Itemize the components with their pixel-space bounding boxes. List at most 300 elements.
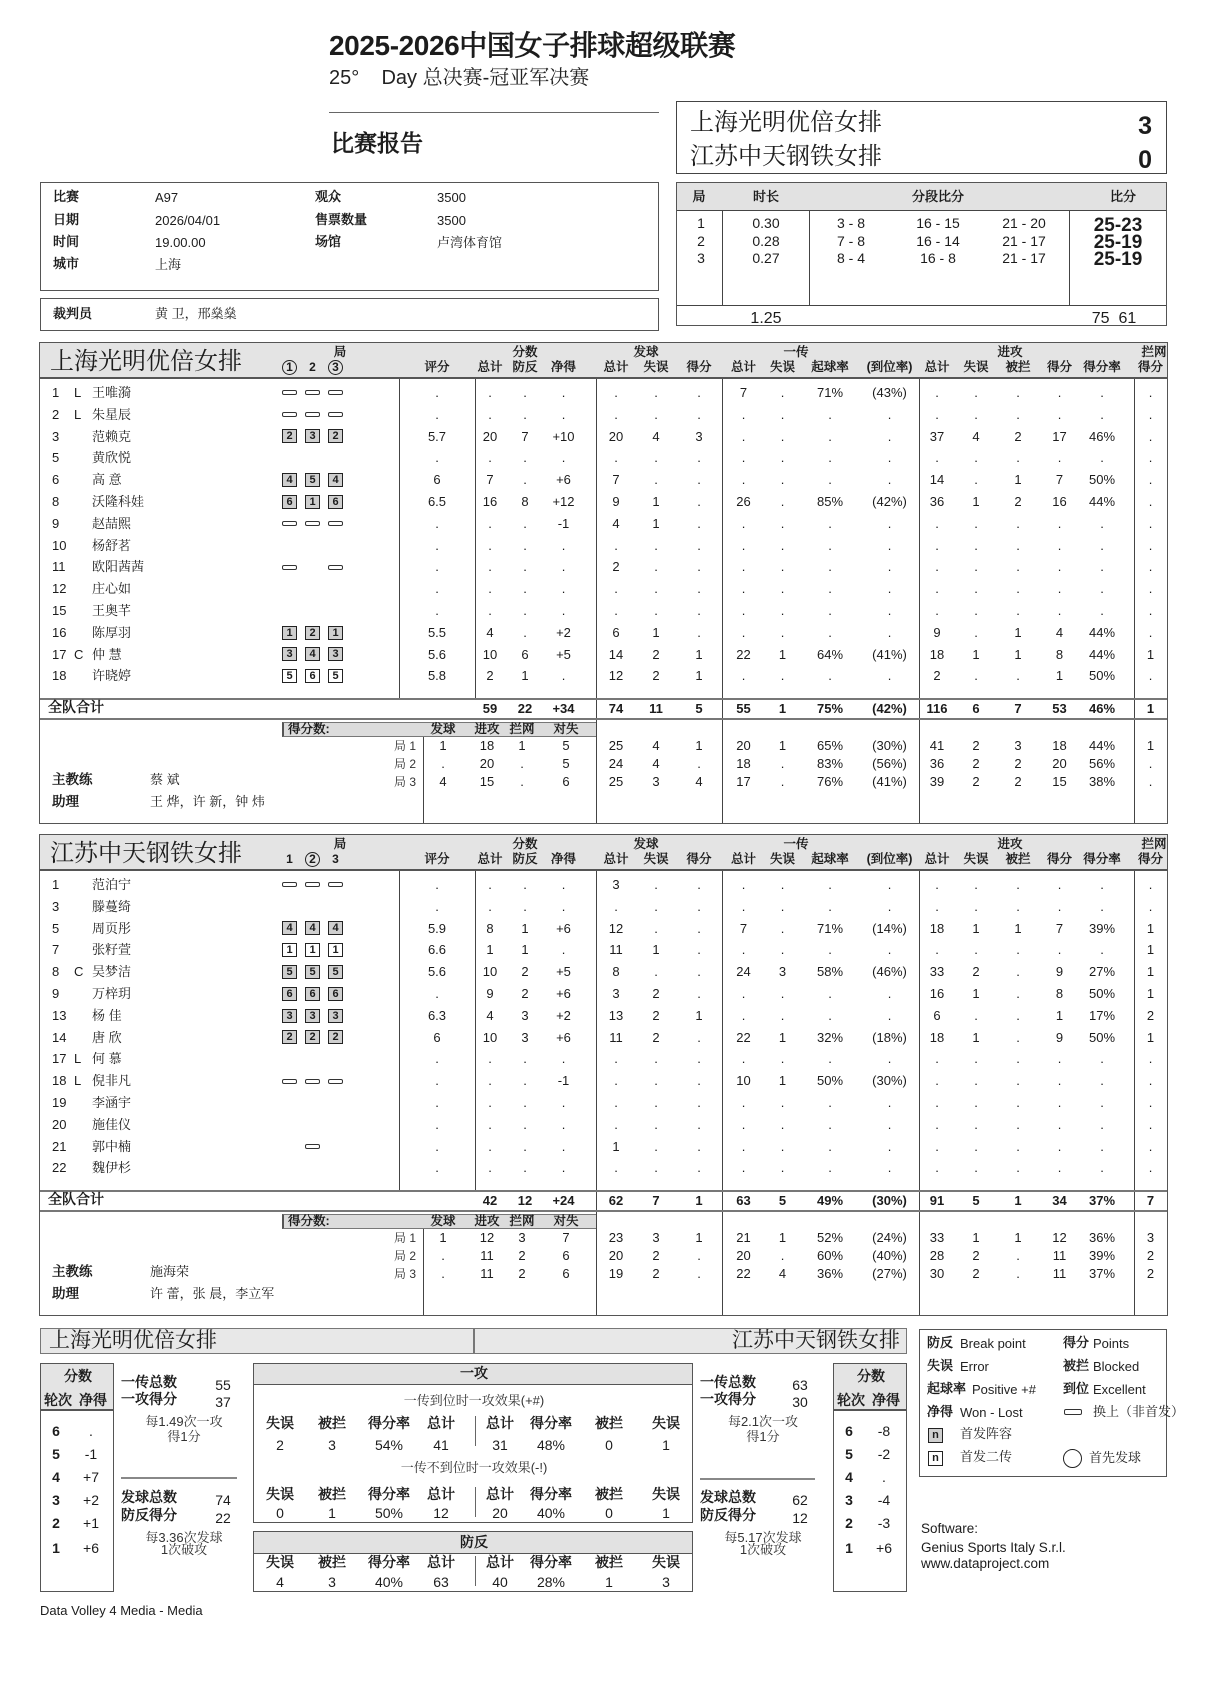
stat-reception-positive: . [828,515,832,531]
stat-serve-points: 1 [695,646,703,662]
away-reception-total-label: 一传总数 [700,1374,756,1390]
break-point-box [253,1531,693,1592]
points-breakdown-label: 得分数: [282,722,420,737]
stat-attack-total: 2 [933,668,941,684]
player-row [40,622,1167,644]
rotation-number: 4 [52,1469,60,1485]
total-serve-error: 11 [649,701,663,716]
stat-serve-points: . [697,493,701,509]
away-break-points: 12 [792,1510,808,1526]
set-stat-attack-points: 20 [1052,756,1067,771]
software-website: www.dataproject.com [921,1556,1050,1571]
lineup-positions [278,447,399,469]
stat-reception-excellent: (18%) [872,1029,907,1045]
stat-attack-percent: . [1100,581,1104,597]
lineup-positions [278,939,399,961]
stat-reception-excellent: . [887,602,892,618]
total-points-break: 12 [517,1193,533,1208]
player-name: 周页彤 [92,920,132,936]
player-number: 9 [52,515,60,531]
lineup-positions [278,983,399,1005]
column-divider [423,737,424,823]
stat-serve-points: . [697,515,701,531]
header-spacer [40,358,72,377]
lineup-empty [305,1057,320,1062]
stat-attack-total: 9 [933,624,941,640]
stat-serve-total: . [614,1160,618,1176]
player-row [40,469,1167,491]
player-rows [40,379,1167,698]
stat-reception-positive: . [828,581,832,597]
player-number: 18 [52,668,67,684]
stat-rating: 5.6 [427,964,447,980]
stat-block-points: 1 [1146,985,1155,1001]
break-point-column-header: 失误 [266,1554,294,1570]
player-number: 17 [52,646,67,662]
set-score: 25-19 [1093,232,1143,253]
stat-attack-blocked: . [1016,1029,1020,1045]
column-divider [596,720,597,823]
total-points: 75 61 [1091,310,1137,326]
stat-rating: . [435,898,439,914]
lineup-positions [278,578,399,600]
sideout-column-header: 得分率 [530,1415,572,1431]
stat-attack-total: . [935,581,939,597]
set-markers [278,358,399,377]
stat-attack-error: . [974,668,978,684]
stat-serve-total: 13 [608,1007,624,1023]
stat-attack-blocked: . [1016,1116,1020,1132]
set-stat-reception-excellent: (24%) [872,1230,907,1245]
stat-serve-total: 4 [612,515,620,531]
stat-reception-error: . [780,1138,785,1154]
set-points-serve: . [441,1248,445,1263]
header-spacer [88,358,278,377]
set-points-opponent-error: 6 [562,1248,570,1263]
set-stat-attack-blocked: 2 [1014,756,1022,771]
column-header-attack-total: 总计 [924,852,950,866]
stat-attack-total: . [935,406,939,422]
column-divider [919,1212,920,1315]
starting-position-box: 1 [305,943,320,957]
player-role [72,469,88,491]
stat-reception-excellent: . [887,1116,892,1132]
lineup-positions [278,644,399,666]
set-stat-serve-total: 19 [608,1266,624,1281]
player-number: 2 [52,406,60,422]
player-role [72,1157,88,1179]
stat-attack-blocked: . [1016,537,1020,553]
column-divider [722,1192,723,1210]
stat-reception-excellent: . [887,515,892,531]
stat-serve-points: . [697,450,701,466]
stat-attack-points: . [1057,385,1062,400]
set-stat-block-points: . [1148,774,1153,789]
rotation-header-title: 分数 [857,1368,885,1384]
player-number: 18 [52,1073,67,1089]
stat-attack-percent: . [1100,1116,1104,1132]
rotation-number: 3 [845,1492,853,1508]
rotation-number: 5 [845,1446,853,1462]
set-stat-block-points: 2 [1146,1266,1155,1281]
sideout-column-header: 失误 [652,1486,680,1502]
stat-attack-total: 14 [929,472,945,488]
stat-reception-excellent: . [887,428,892,444]
legend-text: 首发阵容 [960,1426,1013,1441]
home-serve-total-label: 发球总数 [121,1489,177,1505]
header-spacer [72,358,88,377]
sideout-column-header: 被拦 [318,1415,346,1431]
stat-attack-points: . [1057,1138,1062,1154]
partial-score: 16 - 8 [920,250,956,266]
starting-position-box: 5 [282,669,297,683]
player-name: 陈厚羽 [92,624,132,640]
player-row [40,447,1167,469]
set-breakdown-row [40,773,1167,791]
stat-serve-total: . [614,1051,618,1067]
head-coach-name: 施海荣 [150,1264,190,1279]
negative-reception-value: 50% [374,1505,404,1521]
stat-attack-percent: . [1100,450,1104,466]
stat-reception-positive: . [828,985,832,1001]
substitution-marker-icon [282,882,297,887]
stat-rating: . [435,1138,439,1154]
home-sets-won: 3 [1138,112,1152,140]
points-breakdown-column: 对失 [536,1214,596,1229]
stat-attack-points: 8 [1055,646,1064,662]
starting-position-box: 5 [328,965,343,979]
stat-points-net: . [561,1138,566,1154]
column-group-serve: 发球 [633,345,659,359]
break-point-column-header: 被拦 [595,1554,623,1570]
stat-attack-total: 6 [933,1007,941,1023]
set-points-attack: 18 [479,738,495,753]
set-points-block: 1 [518,738,526,753]
set-label: 局 1 [393,1231,416,1245]
player-number: 8 [52,493,60,509]
total-attack-error: 5 [972,1193,980,1208]
stat-reception-excellent: . [887,942,892,958]
stat-attack-error: . [974,602,978,618]
stat-attack-blocked: . [1016,385,1020,400]
band-spacer [40,722,282,737]
column-header-serve-error: 失误 [643,360,669,374]
player-name: 范赖克 [92,428,132,444]
column-divider [919,379,920,698]
set-stat-reception-total: 21 [736,1230,751,1245]
stat-attack-points: . [1057,877,1062,892]
column-header-reception-positive: 起球率 [811,852,849,866]
stat-attack-total: . [935,1051,939,1067]
stat-attack-blocked: . [1016,406,1020,422]
stat-serve-points: . [697,1138,701,1154]
stat-reception-excellent: (46%) [872,964,907,980]
column-header-points-total: 总计 [477,360,503,374]
break-point-value: 3 [662,1574,670,1590]
player-number: 8 [52,964,60,980]
set-column-label: 局 [333,345,347,359]
set-stat-reception-error: 4 [778,1266,787,1281]
stat-reception-error: . [780,1160,785,1176]
total-block-points: 1 [1146,701,1155,716]
player-row [40,513,1167,535]
stat-attack-points: . [1057,450,1062,466]
lineup-empty [305,587,320,592]
set-stat-reception-total: 18 [736,756,751,771]
set-stat-block-points: 3 [1146,1230,1155,1245]
column-divider [1069,211,1070,305]
starting-position-box: 4 [305,647,320,661]
rotation-net: +6 [83,1540,99,1556]
stat-reception-total: 22 [736,1029,751,1045]
stat-rating: 6.6 [427,942,447,958]
rotation-net: . [89,1423,93,1439]
stat-points-break: . [523,472,527,488]
player-role [72,1005,88,1027]
points-breakdown-header [40,722,1167,737]
net-column-label: 净得 [872,1392,900,1408]
stat-points-break: 6 [521,646,529,662]
points-breakdown-label: 得分数: [282,1214,420,1229]
stat-attack-blocked: 2 [1014,493,1022,509]
stat-serve-error: . [654,537,658,553]
setter-box-icon: n [928,1451,943,1466]
lineup-positions [278,1136,399,1158]
total-reception-excellent: (42%) [872,701,907,716]
stat-attack-blocked: . [1016,1007,1020,1023]
title-divider [329,112,659,113]
column-header-rating: 评分 [424,360,450,374]
lineup-empty [282,1100,297,1105]
player-number: 5 [52,450,60,466]
column-header-attack-blocked: 被拦 [1005,360,1031,374]
stat-reception-excellent: . [887,1138,892,1154]
stat-points-total: . [488,581,492,597]
set-stat-reception-positive: 65% [816,738,844,753]
head-coach-label: 主教练 [52,772,93,787]
player-number: 5 [52,920,60,936]
stat-serve-error: . [654,920,658,936]
total-rating [399,1192,475,1210]
total-reception-positive: 75% [816,701,844,716]
stat-block-points: . [1148,1094,1153,1110]
stat-serve-points: . [697,1116,701,1132]
stat-block-points: . [1148,898,1153,914]
player-row [40,1157,1167,1179]
stat-rating: 5.5 [427,624,447,640]
positive-reception-value: 41 [433,1437,449,1453]
player-row [40,874,1167,896]
set-points-attack: 11 [480,1266,494,1281]
stat-reception-positive: 58% [816,964,844,980]
column-header-reception-error: 失误 [769,360,795,374]
player-number: 3 [52,428,60,444]
stat-serve-total: 3 [612,877,620,892]
home-break-points-label: 防反得分 [121,1507,177,1523]
lineup-positions [278,918,399,940]
stat-serve-points: . [697,942,701,958]
player-row [40,1048,1167,1070]
stat-block-points: . [1148,1138,1153,1154]
rotation-number: 1 [845,1540,853,1556]
set-stat-attack-percent: 44% [1088,738,1116,753]
set-points-attack: 12 [479,1230,495,1245]
stat-reception-positive: 64% [816,646,844,662]
set-stat-reception-positive: 36% [816,1266,844,1281]
stat-attack-total: 33 [929,964,945,980]
stat-points-total: . [488,602,492,618]
total-reception-error: 5 [778,1193,787,1208]
column-header-attack-percent: 得分率 [1083,360,1121,374]
set-points-block: 2 [518,1248,526,1263]
stat-reception-positive: . [828,1094,832,1110]
rotation-net: +1 [83,1515,99,1531]
away-break-ratio-line2: 1次破攻 [739,1542,787,1557]
stat-attack-total: 18 [929,646,945,662]
set-stat-reception-error: . [780,774,785,789]
stat-points-net: +2 [556,1007,571,1023]
head-coach-name: 蔡 斌 [150,772,180,787]
stat-serve-error: . [654,581,658,597]
stat-reception-error: . [780,1116,785,1132]
substitution-marker-icon [282,412,297,417]
column-header-attack-points: 得分 [1046,852,1072,866]
lineup-positions [278,896,399,918]
set-stat-reception-excellent: (41%) [872,774,907,789]
stat-serve-error: . [654,450,658,466]
home-sideout-points: 37 [215,1394,231,1410]
negative-reception-value: 20 [492,1505,508,1521]
set-stat-block-points: 2 [1146,1248,1155,1263]
rotation-number: 2 [845,1515,853,1531]
column-header-serve-points: 得分 [686,360,712,374]
venue-value: 卢湾体育馆 [437,235,503,250]
total-points-total: 59 [482,701,498,716]
stat-serve-error: . [654,385,658,400]
set-points-block: 2 [518,1266,526,1281]
column-divider [919,700,920,718]
stat-points-net: +12 [552,493,575,509]
stat-points-net: . [561,1160,566,1176]
negative-reception-value: 12 [433,1505,449,1521]
column-divider [475,379,476,698]
stat-points-total: 10 [482,1029,498,1045]
stat-serve-total: . [614,602,618,618]
stat-attack-total: . [935,385,939,400]
stat-block-points: . [1148,493,1153,509]
player-name: 施佳仪 [92,1116,132,1132]
column-divider [722,211,723,305]
first-serve-set-marker: 3 [328,360,343,375]
set-column-header: 局 [692,189,706,204]
rotation-net: -1 [84,1446,98,1462]
stat-block-points: . [1148,537,1153,553]
stat-points-net: . [561,668,566,684]
rotation-net: -8 [877,1423,891,1439]
sideout-column-header: 得分率 [368,1486,410,1502]
stat-attack-points: 4 [1055,624,1064,640]
stat-points-break: 1 [521,920,529,936]
stat-reception-total: . [741,877,746,892]
stat-attack-total: 37 [929,428,945,444]
player-name: 赵喆熙 [92,515,132,531]
stat-reception-excellent: . [887,1160,892,1176]
stat-attack-error: . [974,1073,978,1089]
away-rotation-box [833,1363,907,1592]
player-role: C [74,646,84,662]
points-breakdown-column: 进攻 [466,722,508,737]
stat-serve-error: 2 [652,668,660,684]
stat-rating: . [435,581,439,597]
total-reception-error: 1 [778,701,787,716]
stat-reception-positive: . [828,537,832,553]
stat-attack-points: 7 [1055,920,1064,936]
substitution-marker-icon [328,882,343,887]
home-summary-team-name: 上海光明优倍女排 [49,1329,217,1352]
stat-points-total: . [488,1116,492,1132]
stat-points-break: 2 [521,964,529,980]
stat-reception-error: . [780,602,785,618]
set-stat-attack-percent: 39% [1088,1248,1116,1263]
assistant-coach-names: 许 蕾，张 晨，李立军 [150,1286,275,1301]
stat-attack-blocked: . [1016,1138,1020,1154]
player-role: L [74,406,82,422]
stat-reception-positive: 50% [816,1073,844,1089]
stat-reception-positive: . [828,1051,832,1067]
stat-block-points: . [1148,581,1153,597]
player-role [72,983,88,1005]
set-stat-attack-blocked: . [1016,1266,1020,1281]
substitution-marker-icon [305,521,320,526]
break-point-box-title: 防反 [460,1534,488,1550]
player-number: 7 [52,942,60,958]
positive-reception-value: 54% [374,1437,404,1453]
stat-reception-excellent: (41%) [872,646,907,662]
stat-points-break: . [523,1116,527,1132]
stat-attack-percent: 44% [1088,493,1116,509]
away-summary-name-bar [474,1328,907,1354]
lineup-empty [305,1166,320,1171]
set-stat-serve-points: 1 [695,738,703,753]
stat-attack-error: . [974,515,978,531]
stat-attack-total: 16 [929,985,945,1001]
stat-reception-excellent: . [887,624,892,640]
stat-points-break: . [523,581,527,597]
stat-reception-error: . [780,428,785,444]
player-name: 杨 佳 [92,1007,122,1023]
home-break-points: 22 [215,1510,231,1526]
set-points-opponent-error: 5 [562,756,570,771]
column-header-attack-blocked: 被拦 [1005,852,1031,866]
stat-attack-error: . [974,385,978,400]
team-total-label: 全队合计 [48,699,104,715]
sideout-column-header: 失误 [266,1486,294,1502]
column-header-reception-excellent: (到位率) [866,852,913,866]
stat-serve-points: . [697,1160,701,1176]
stat-attack-blocked: . [1016,985,1020,1001]
lineup-positions [278,535,399,557]
break-point-value: 4 [276,1574,284,1590]
lineup-empty [328,1100,343,1105]
stat-attack-points: . [1057,942,1062,958]
player-number: 17 [52,1051,67,1067]
stat-points-net: +6 [556,920,571,936]
stats-divider [700,1478,815,1480]
column-divider [722,1212,723,1315]
rotation-number: 4 [845,1469,853,1485]
stat-reception-total: . [741,1007,746,1023]
legend-text: 首发二传 [960,1449,1013,1464]
